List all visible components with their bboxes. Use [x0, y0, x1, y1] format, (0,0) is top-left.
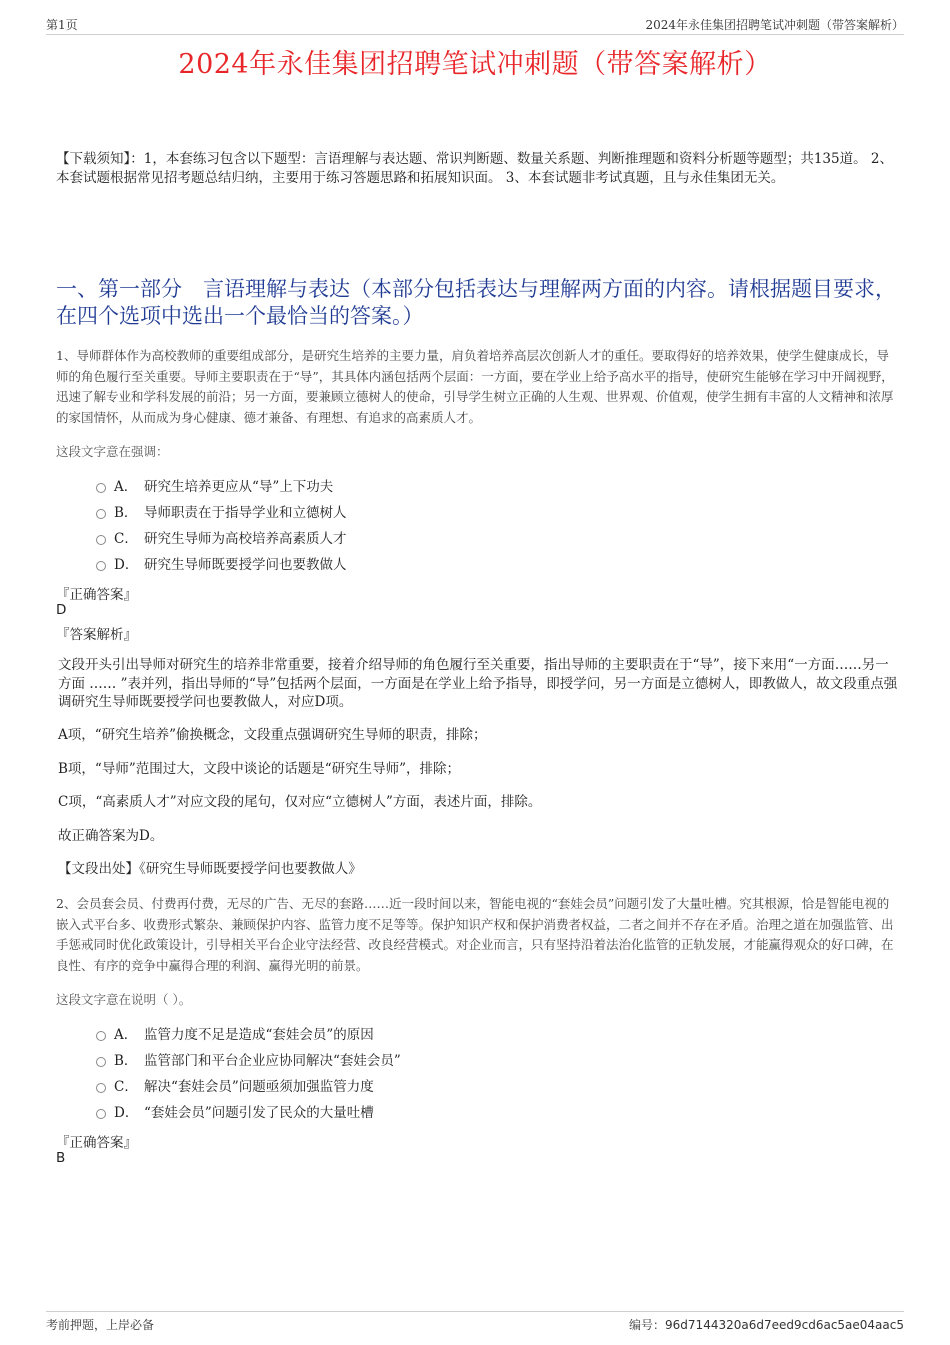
question-1-analysis-c: C项，“高素质人才”对应文段的尾句，仅对应“立德树人”方面，表述片面，排除。	[58, 794, 542, 810]
radio-icon[interactable]	[96, 483, 106, 493]
option-text: “套娃会员”问题引发了民众的大量吐槽	[144, 1105, 374, 1121]
footer-code-value: 96d7144320a6d7eed9cd6ac5ae04aac5	[665, 1318, 904, 1332]
footer-code	[629, 1316, 904, 1333]
radio-icon[interactable]	[96, 1031, 106, 1041]
radio-icon[interactable]	[96, 509, 106, 519]
radio-icon[interactable]	[96, 1109, 106, 1119]
page-number: 第1页	[46, 18, 78, 32]
radio-icon[interactable]	[96, 1083, 106, 1093]
option-text: 监管部门和平台企业应协同解决“套娃会员”	[144, 1053, 401, 1069]
option-letter: A．	[114, 479, 138, 495]
question-1-analysis-label: 『答案解析』	[56, 627, 137, 643]
radio-icon[interactable]	[96, 561, 106, 571]
question-1-answer-label: 『正确答案』	[56, 587, 137, 603]
option-letter: C．	[114, 531, 138, 547]
option-letter: C．	[114, 1079, 138, 1095]
question-1-prompt: 这段文字意在强调：	[56, 444, 169, 459]
option-text: 研究生导师既要授学问也要教做人	[144, 557, 347, 573]
question-2-answer-label: 『正确答案』	[56, 1135, 137, 1151]
option-letter: A．	[114, 1027, 138, 1043]
question-1-stem: 1、导师群体作为高校教师的重要组成部分，是研究生培养的主要力量，肩负着培养高层次创新人才的重任。要取得好的培养效果，使学生健康成长，导师的角色履行至关重要。导师主要职责在于“导”，其具体内涵包括两个层面：一方面，要在学业上给予高水平的指导，使研究生能够在学习中开阔视野，迅速了解专业和学科发展的前沿；另一方面，要兼顾立德树人的使命，引导学生树立正确的人生观、世界观、价值观，使学生拥有丰富的人文精神和浓厚的家国情怀，从而成为身心健康、德才兼备、有理想、有追求的高素质人才。	[56, 348, 894, 425]
page-footer	[46, 1311, 904, 1336]
option-letter: B．	[114, 1053, 138, 1069]
question-1-source: 【文段出处】《研究生导师既要授学问也要教做人》	[58, 861, 362, 877]
download-notice: 【下载须知】：1，本套练习包含以下题型：言语理解与表达题、常识判断题、数量关系题、判断推理题和资料分析题等题型；共135道。 2、本套试题根据常见招考题总结归纳，主要用于练习答题思路和拓展知识面。 3、本套试题非考试真题，且与永佳集团无关。	[56, 151, 893, 186]
option-text: 解决“套娃会员”问题亟须加强监管力度	[144, 1079, 374, 1095]
option-letter: B．	[114, 505, 138, 521]
page-title: 2024年永佳集团招聘笔试冲刺题（带答案解析）	[178, 49, 772, 80]
question-1-conclusion: 故正确答案为D。	[58, 828, 164, 844]
question-1-analysis-b: B项，“导师”范围过大，文段中谈论的话题是“研究生导师”，排除；	[58, 761, 461, 777]
option-text: 研究生培养更应从“导”上下功夫	[144, 479, 334, 495]
radio-icon[interactable]	[96, 535, 106, 545]
question-1-analysis-main: 文段开头引出导师对研究生的培养非常重要，接着介绍导师的角色履行至关重要，指出导师的主要职责在于“导”，接下来用“一方面……另一方面 …… ”表并列，指出导师的“导”包括两个层面，一方面是在学业上给予指导，即授学问，另一方面是立德树人，即教做人，故文段重点强调研究生导师既要授学问也要教做人，对应D项。	[58, 657, 898, 710]
question-2-prompt: 这段文字意在说明（ ）。	[56, 992, 192, 1007]
option-text: 研究生导师为高校培养高素质人才	[144, 531, 347, 547]
footer-code-label: 编号：	[629, 1318, 666, 1332]
radio-icon[interactable]	[96, 1057, 106, 1067]
option-text: 导师职责在于指导学业和立德树人	[144, 505, 347, 521]
option-text: 监管力度不足是造成“套娃会员”的原因	[144, 1027, 374, 1043]
option-letter: D．	[114, 557, 139, 573]
question-2-answer: B	[56, 1150, 66, 1166]
section-title: 一、第一部分 言语理解与表达（本部分包括表达与理解两方面的内容。请根据题目要求，在四个选项中选出一个最恰当的答案。）	[56, 277, 896, 328]
header-doc-title: 2024年永佳集团招聘笔试冲刺题（带答案解析）	[645, 18, 904, 32]
footer-slogan: 考前押题，上岸必备	[46, 1318, 155, 1332]
question-1-answer: D	[56, 602, 67, 618]
option-letter: D．	[114, 1105, 139, 1121]
question-1-analysis-a: A项，“研究生培养”偷换概念，文段重点强调研究生导师的职责，排除；	[58, 727, 487, 743]
question-2-stem: 2、会员套会员、付费再付费，无尽的广告、无尽的套路……近一段时间以来，智能电视的“套娃会员”问题引发了大量吐槽。究其根源，恰是智能电视的嵌入式平台多、收费形式繁杂、兼顾保护内容、监管力度不足等等。保护知识产权和保护消费者权益，二者之间并不存在矛盾。治理之道在加强监管、出手惩戒同时优化政策设计，引导相关平台企业守法经营、改良经营模式。对企业而言，只有坚持沿着法治化监管的正轨发展，才能赢得观众的好口碑，在良性、有序的竞争中赢得合理的利润、赢得光明的前景。	[56, 896, 894, 973]
page-header	[46, 14, 904, 35]
